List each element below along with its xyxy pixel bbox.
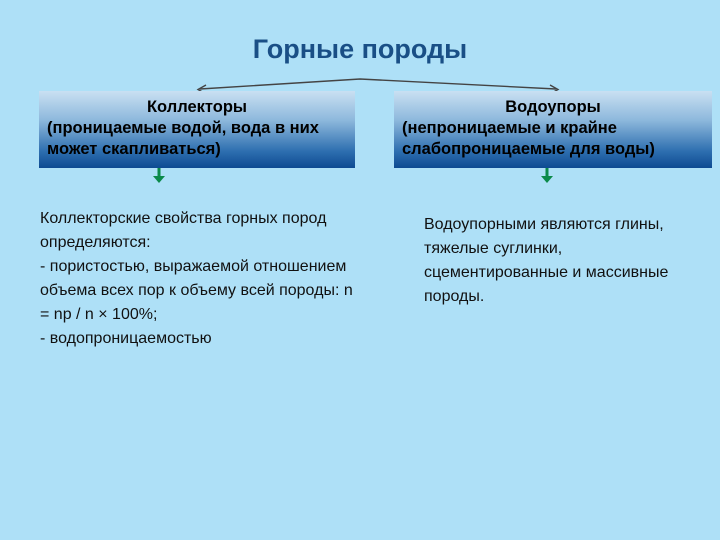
aquitards-title: Водоупоры [505,98,601,116]
aquitards-box [394,91,712,168]
aquitards-description: (непроницаемые и крайне слабопроницаемые для воды) [402,119,655,158]
down-arrow-icon [152,168,166,184]
collectors-box [39,91,355,168]
collectors-description: (проницаемые водой, вода в них может скапливаться) [47,119,319,158]
down-arrow-icon [540,168,554,184]
collectors-properties-text: Коллекторские свойства горных пород определяются: - пористостью, выражаемой отношением объема всех пор к объему всей породы: n = np / n × 100%; - водопроницаемостью [40,210,353,347]
slide-title: Горные породы [252,34,468,64]
aquitards-text: Водоупорными являются глины, тяжелые суглинки, сцементированные и массивные породы. [424,216,669,305]
collectors-title: Коллекторы [146,98,248,116]
